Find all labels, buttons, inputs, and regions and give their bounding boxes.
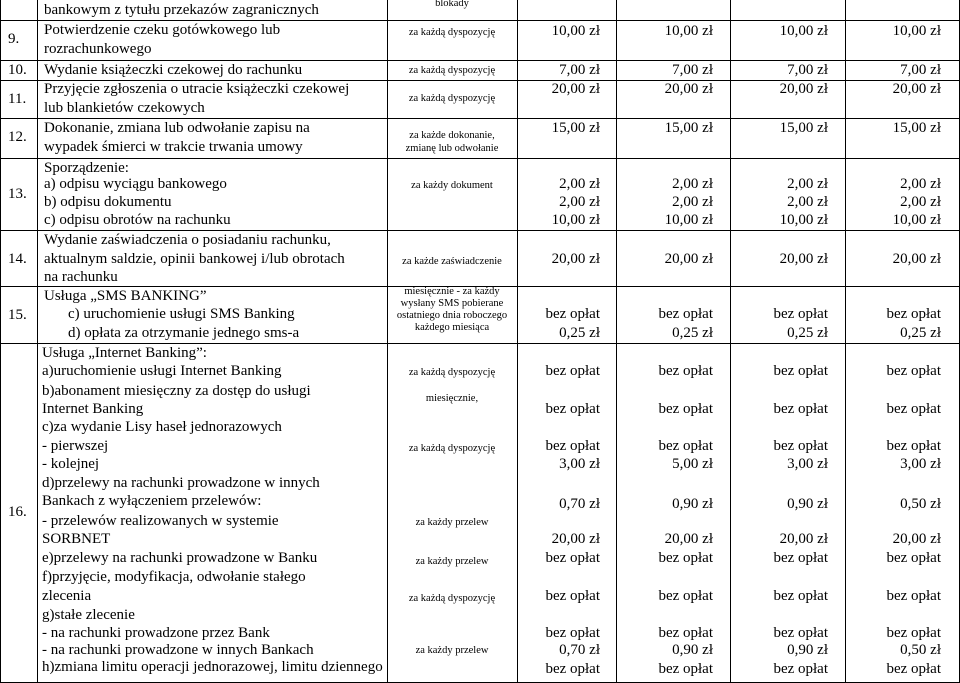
row-description: d) opłata za otrzymanie jednego sms-a	[68, 325, 300, 341]
fee-value: 15,00 zł	[779, 120, 828, 136]
fee-value: 10,00 zł	[892, 23, 941, 39]
row-description: Usługa „SMS BANKING”	[44, 288, 207, 304]
row-frequency: za każdy przelew	[415, 556, 489, 567]
fee-value: bez opłat	[658, 661, 713, 677]
fee-value: 2,00 zł	[787, 176, 828, 192]
row-description: Dokonanie, zmiana lub odwołanie zapisu na	[44, 120, 310, 136]
fee-value: 0,90 zł	[787, 496, 828, 512]
fee-value: bez opłat	[658, 363, 713, 379]
row-frequency: za każde dokonanie,	[409, 130, 495, 141]
row-description: Wydanie zaświadczenia o posiadaniu rachunku,	[44, 232, 331, 248]
column-separator	[0, 0, 1, 682]
row-description: - przelewów realizowanych w systemie	[42, 513, 279, 529]
row-number: 12.	[8, 129, 27, 145]
fee-value: 5,00 zł	[672, 456, 713, 472]
fee-value: 0,70 zł	[559, 642, 600, 658]
row-description: - kolejnej	[42, 456, 100, 472]
row-frequency: za każdą dyspozycję	[408, 443, 496, 454]
fee-value: bez opłat	[545, 438, 600, 454]
fee-value: 2,00 zł	[900, 176, 941, 192]
fee-value: bez opłat	[658, 306, 713, 322]
fee-value: 2,00 zł	[787, 194, 828, 210]
row-description: zlecenia	[42, 588, 92, 604]
column-separator	[37, 0, 38, 682]
row-description: a) odpisu wyciągu bankowego	[44, 176, 227, 192]
fee-value: bez opłat	[658, 438, 713, 454]
fee-value: 0,50 zł	[900, 496, 941, 512]
row-description: - pierwszej	[42, 438, 109, 454]
fee-value: bez opłat	[773, 363, 828, 379]
fee-value: 10,00 zł	[779, 23, 828, 39]
fee-value: bez opłat	[545, 306, 600, 322]
row-frequency: za każdą dyspozycję	[408, 93, 496, 104]
fee-value: 10,00 zł	[551, 23, 600, 39]
fee-value: 20,00 zł	[892, 251, 941, 267]
fee-value: 20,00 zł	[664, 81, 713, 97]
row-description: c) odpisu obrotów na rachunku	[44, 212, 231, 228]
row-number: 14.	[8, 251, 27, 267]
row-frequency: ostatniego dnia roboczego	[396, 310, 508, 321]
fee-value: 15,00 zł	[664, 120, 713, 136]
row-separator	[0, 158, 960, 159]
fee-value: 7,00 zł	[787, 62, 828, 78]
row-number: 9.	[8, 31, 20, 47]
fee-value: 10,00 zł	[892, 212, 941, 228]
row-number: 11.	[8, 91, 27, 107]
fee-value: bez opłat	[773, 438, 828, 454]
fee-value: 7,00 zł	[672, 62, 713, 78]
row-description: bankowym z tytułu przekazów zagranicznych	[44, 2, 319, 18]
fee-value: 3,00 zł	[559, 456, 600, 472]
column-separator	[616, 0, 617, 682]
row-description: Potwierdzenie czeku gotówkowego lub	[44, 22, 281, 38]
row-description: a)uruchomienie usługi Internet Banking	[42, 363, 282, 379]
fee-value: bez opłat	[658, 625, 713, 641]
row-description: wypadek śmierci w trakcie trwania umowy	[44, 139, 303, 155]
row-description: aktualnym saldzie, opinii bankowej i/lub obrotach	[44, 251, 345, 267]
fee-value: 2,00 zł	[559, 176, 600, 192]
fee-value: 20,00 zł	[551, 531, 600, 547]
row-number: 15.	[8, 307, 27, 323]
row-number: 13.	[8, 186, 27, 202]
row-frequency: za każdy dokument	[411, 180, 493, 191]
row-number: 10.	[8, 62, 27, 78]
fee-value: 3,00 zł	[787, 456, 828, 472]
fee-value: bez opłat	[658, 401, 713, 417]
fee-value: bez opłat	[886, 438, 941, 454]
row-description: h)zmiana limitu operacji jednorazowej, limitu dziennego	[42, 659, 383, 675]
row-frequency: blokady	[435, 0, 469, 9]
row-frequency: miesięcznie - za każdy	[404, 286, 500, 297]
fee-value: 20,00 zł	[551, 81, 600, 97]
row-description: b) odpisu dokumentu	[44, 194, 172, 210]
fee-value: 20,00 zł	[779, 81, 828, 97]
fee-value: 0,25 zł	[672, 325, 713, 341]
fee-value: 20,00 zł	[664, 531, 713, 547]
row-frequency: za każdą dyspozycję	[408, 593, 496, 604]
fee-value: 0,25 zł	[787, 325, 828, 341]
row-description: Sporządzenie:	[44, 160, 129, 176]
fee-value: bez opłat	[773, 550, 828, 566]
fee-value: 15,00 zł	[551, 120, 600, 136]
row-frequency: każdego miesiąca	[414, 322, 490, 333]
row-description: e)przelewy na rachunki prowadzone w Banku	[42, 550, 318, 566]
fee-value: 20,00 zł	[779, 251, 828, 267]
row-frequency: wysłany SMS pobierane	[400, 298, 504, 309]
fee-value: 10,00 zł	[664, 23, 713, 39]
fee-value: 0,90 zł	[672, 496, 713, 512]
fee-value: 20,00 zł	[551, 251, 600, 267]
fee-value: 20,00 zł	[664, 251, 713, 267]
fee-value: 7,00 zł	[900, 62, 941, 78]
fee-value: bez opłat	[886, 625, 941, 641]
fee-value: 2,00 zł	[672, 194, 713, 210]
row-frequency: zmianę lub odwołanie	[405, 143, 499, 154]
fee-value: 2,00 zł	[672, 176, 713, 192]
fee-value: bez opłat	[886, 363, 941, 379]
fee-value: 0,90 zł	[672, 642, 713, 658]
fee-value: 2,00 zł	[559, 194, 600, 210]
fee-value: 10,00 zł	[664, 212, 713, 228]
fee-value: bez opłat	[886, 661, 941, 677]
fee-value: 0,90 zł	[787, 642, 828, 658]
fee-value: bez opłat	[545, 661, 600, 677]
row-frequency: za każdą dyspozycję	[408, 367, 496, 378]
fee-value: 0,25 zł	[900, 325, 941, 341]
row-description: Wydanie książeczki czekowej do rachunku	[44, 62, 303, 78]
column-separator	[845, 0, 846, 682]
row-frequency: za każdą dyspozycję	[408, 27, 496, 38]
fee-value: bez opłat	[773, 306, 828, 322]
row-description: - na rachunki prowadzone w innych Bankach	[42, 642, 314, 658]
fee-value: bez opłat	[886, 401, 941, 417]
fee-value: 0,25 zł	[559, 325, 600, 341]
fee-value: bez opłat	[545, 588, 600, 604]
fee-value: 20,00 zł	[892, 81, 941, 97]
fee-value: 2,00 zł	[900, 194, 941, 210]
fee-value: bez opłat	[658, 588, 713, 604]
row-frequency: miesięcznie,	[425, 393, 479, 404]
row-description: f)przyjęcie, modyfikacja, odwołanie stałego	[42, 569, 306, 585]
row-description: SORBNET	[42, 531, 111, 547]
fee-value: 0,50 zł	[900, 642, 941, 658]
row-description: Internet Banking	[42, 401, 144, 417]
fee-value: 3,00 zł	[900, 456, 941, 472]
fee-value: bez opłat	[545, 401, 600, 417]
row-frequency: za każdą dyspozycję	[408, 65, 496, 76]
fee-value: 10,00 zł	[551, 212, 600, 228]
fee-value: 10,00 zł	[779, 212, 828, 228]
fee-value: 7,00 zł	[559, 62, 600, 78]
row-description: Bankach z wyłączeniem przelewów:	[42, 493, 262, 509]
row-frequency: za każdy przelew	[415, 517, 489, 528]
fee-value: 0,70 zł	[559, 496, 600, 512]
fee-value: 20,00 zł	[779, 531, 828, 547]
fee-value: bez opłat	[886, 306, 941, 322]
row-description: Usługa „Internet Banking”:	[42, 345, 207, 361]
fee-value: bez opłat	[658, 550, 713, 566]
row-description: g)stałe zlecenie	[42, 607, 135, 623]
row-description: c) uruchomienie usługi SMS Banking	[68, 306, 295, 322]
fee-value: bez opłat	[886, 588, 941, 604]
column-separator	[730, 0, 731, 682]
fee-value: bez opłat	[886, 550, 941, 566]
fee-value: bez opłat	[773, 661, 828, 677]
fee-value: bez opłat	[773, 625, 828, 641]
fee-value: bez opłat	[773, 401, 828, 417]
fee-value: bez opłat	[545, 550, 600, 566]
fee-value: bez opłat	[545, 363, 600, 379]
fee-value: bez opłat	[773, 588, 828, 604]
row-description: c)za wydanie Lisy haseł jednorazowych	[42, 419, 282, 435]
row-description: lub blankietów czekowych	[44, 100, 205, 116]
fee-value: bez opłat	[545, 625, 600, 641]
row-description: na rachunku	[44, 269, 118, 285]
row-description: rozrachunkowego	[44, 41, 152, 57]
row-description: b)abonament miesięczny za dostęp do usługi	[42, 383, 311, 399]
fee-value: 15,00 zł	[892, 120, 941, 136]
row-number: 16.	[8, 504, 27, 520]
column-separator	[387, 0, 388, 682]
fee-value: 20,00 zł	[892, 531, 941, 547]
row-description: d)przelewy na rachunki prowadzone w innych	[42, 475, 320, 491]
column-separator	[517, 0, 518, 682]
row-frequency: za każde zaświadczenie	[402, 256, 502, 267]
row-frequency: za każdy przelew	[415, 645, 489, 656]
row-description: - na rachunki prowadzone przez Bank	[42, 625, 270, 641]
row-description: Przyjęcie zgłoszenia o utracie książeczki czekowej	[44, 81, 350, 97]
